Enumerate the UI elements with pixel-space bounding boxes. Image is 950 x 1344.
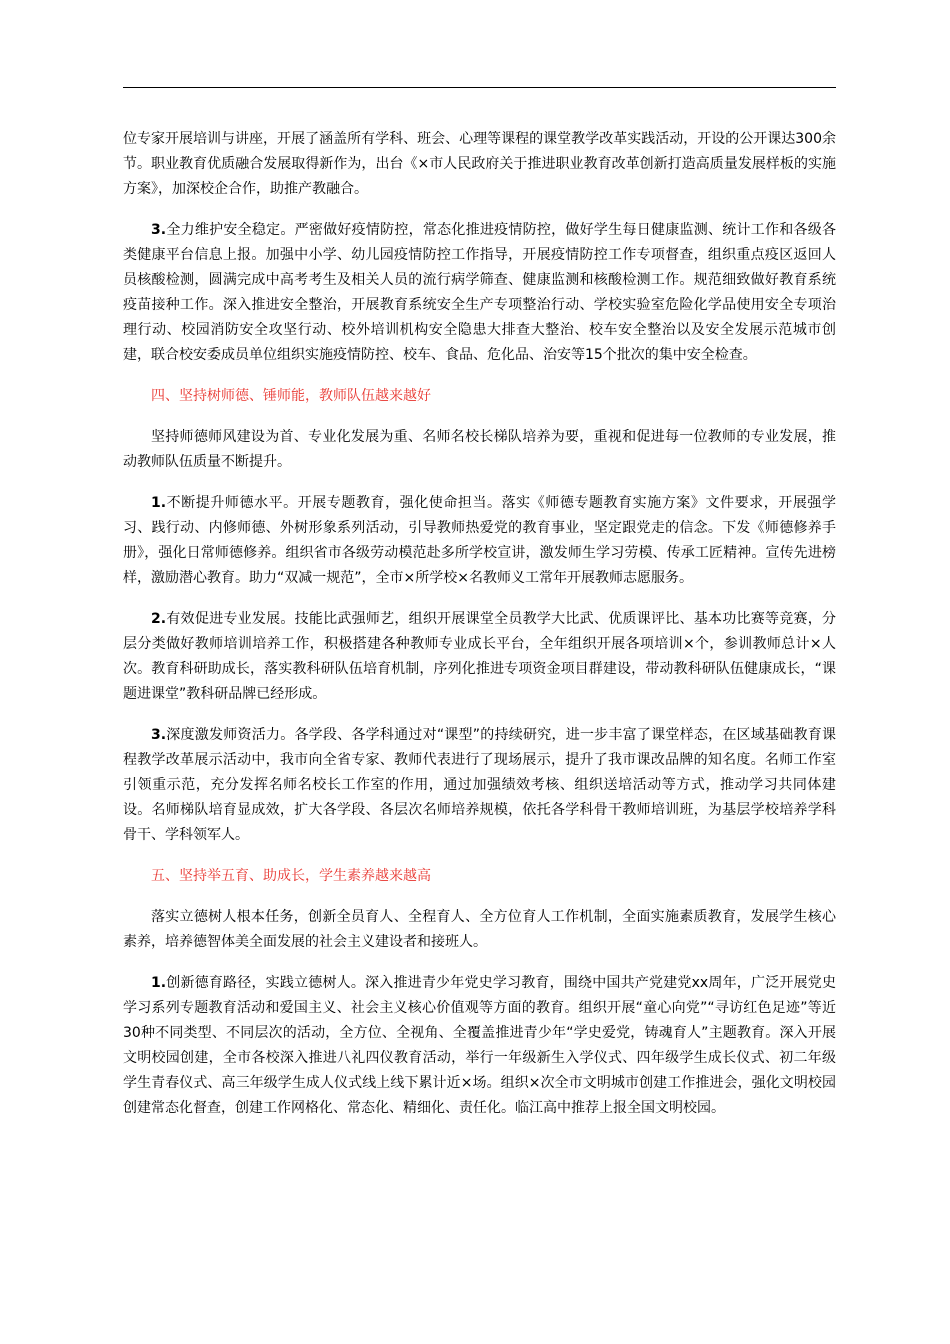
body-paragraph	[123, 723, 836, 848]
paragraph-text: 创新德育路径，实践立德树人。深入推进青少年党史学习教育，围绕中国共产党建党xx周年，广泛开展党史学习系列专题教育活动和爱国主义、社会主义核心价值观等方面的教育。组织开展“童心向党”“寻访红色足迹”等近30种不同类型、不同层次的活动，全方位、全视角、全覆盖推进青少年“学史爱党，铸魂育人”主题教育。深入开展文明校园创建，全市各校深入推进八礼四仪教育活动，举行一年级新生入学仪式、四年级学生成长仪式、初二年级学生青春仪式、高三年级学生成人仪式线上线下累计近×场。组织×次全市文明城市创建工作推进会，强化文明校园创建常态化督查，创建工作网格化、常态化、精细化、责任化。临江高中推荐上报全国文明校园。	[123, 975, 836, 1116]
item-number: 2.	[151, 611, 167, 627]
section-heading: 四、坚持树师德、锤师能，教师队伍越来越好	[151, 388, 431, 404]
item-number: 1.	[151, 975, 167, 991]
paragraph-text: 不断提升师德水平。开展专题教育，强化使命担当。落实《师德专题教育实施方案》文件要求，开展强学习、践行动、内修师德、外树形象系列活动，引导教师热爱党的教育事业，坚定跟党走的信念。下发《师德修养手册》，强化日常师德修养。组织省市各级劳动模范赴多所学校宣讲，激发师生学习劳模、传承工匠精神。宣传先进榜样，激励潜心教育。助力“双减一规范”，全市×所学校×名教师义工常年开展教师志愿服务。	[123, 495, 836, 586]
item-number: 1.	[151, 495, 167, 511]
paragraph-text: 落实立德树人根本任务，创新全员育人、全程育人、全方位育人工作机制，全面实施素质教育，发展学生核心素养，培养德智体美全面发展的社会主义建设者和接班人。	[123, 909, 836, 950]
paragraph-text: 深度激发师资活力。各学段、各学科通过对“课型”的持续研究，进一步丰富了课堂样态，在区域基础教育课程教学改革展示活动中，我市向全省专家、教师代表进行了现场展示，提升了我市课改品牌的知名度。名师工作室引领重示范，充分发挥名师名校长工作室的作用，通过加强绩效考核、组织送培活动等方式，推动学习共同体建设。名师梯队培育显成效，扩大各学段、各层次名师培养规模，依托各学科骨干教师培训班，为基层学校培养学科骨干、学科领军人。	[123, 727, 836, 843]
body-paragraph	[123, 971, 836, 1121]
section-heading: 五、坚持举五育、助成长，学生素养越来越高	[151, 868, 431, 884]
body-paragraph	[123, 491, 836, 591]
header-rule	[123, 87, 836, 88]
paragraph-text: 坚持师德师风建设为首、专业化发展为重、名师名校长梯队培养为要，重视和促进每一位教师的专业发展，推动教师队伍质量不断提升。	[123, 429, 836, 470]
paragraph-text: 有效促进专业发展。技能比武强师艺，组织开展课堂全员教学大比武、优质课评比、基本功比赛等竞赛，分层分类做好教师培训培养工作，积极搭建各种教师专业成长平台，全年组织开展各项培训×个，参训教师总计×人次。教育科研助成长，落实教科研队伍培育机制，序列化推进专项资金项目群建设，带动教科研队伍健康成长，“课题进课堂”教科研品牌已经形成。	[123, 611, 836, 702]
paragraph-text: 位专家开展培训与讲座，开展了涵盖所有学科、班会、心理等课程的课堂教学改革实践活动，开设的公开课达300余节。职业教育优质融合发展取得新作为，出台《×市人民政府关于推进职业教育改革创新打造高质量发展样板的实施方案》，加深校企合作，助推产教融合。	[123, 131, 836, 197]
paragraph-text: 全力维护安全稳定。严密做好疫情防控，常态化推进疫情防控，做好学生每日健康监测、统计工作和各级各类健康平台信息上报。加强中小学、幼儿园疫情防控工作指导，开展疫情防控工作专项督查，组织重点疫区返回人员核酸检测，圆满完成中高考考生及相关人员的流行病学筛查、健康监测和核酸检测工作。规范细致做好教育系统疫苗接种工作。深入推进安全整治，开展教育系统安全生产专项整治行动、学校实验室危险化学品使用安全专项治理行动、校园消防安全攻坚行动、校外培训机构安全隐患大排查大整治、校车安全整治以及安全发展示范城市创建，联合校安委成员单位组织实施疫情防控、校车、食品、危化品、治安等15个批次的集中安全检查。	[123, 222, 836, 363]
body-paragraph	[123, 127, 836, 202]
body-paragraph	[123, 607, 836, 707]
document-body	[123, 127, 836, 1137]
body-paragraph	[123, 905, 836, 955]
item-number: 3.	[151, 222, 167, 238]
item-number: 3.	[151, 727, 167, 743]
body-paragraph	[123, 425, 836, 475]
body-paragraph	[123, 218, 836, 368]
